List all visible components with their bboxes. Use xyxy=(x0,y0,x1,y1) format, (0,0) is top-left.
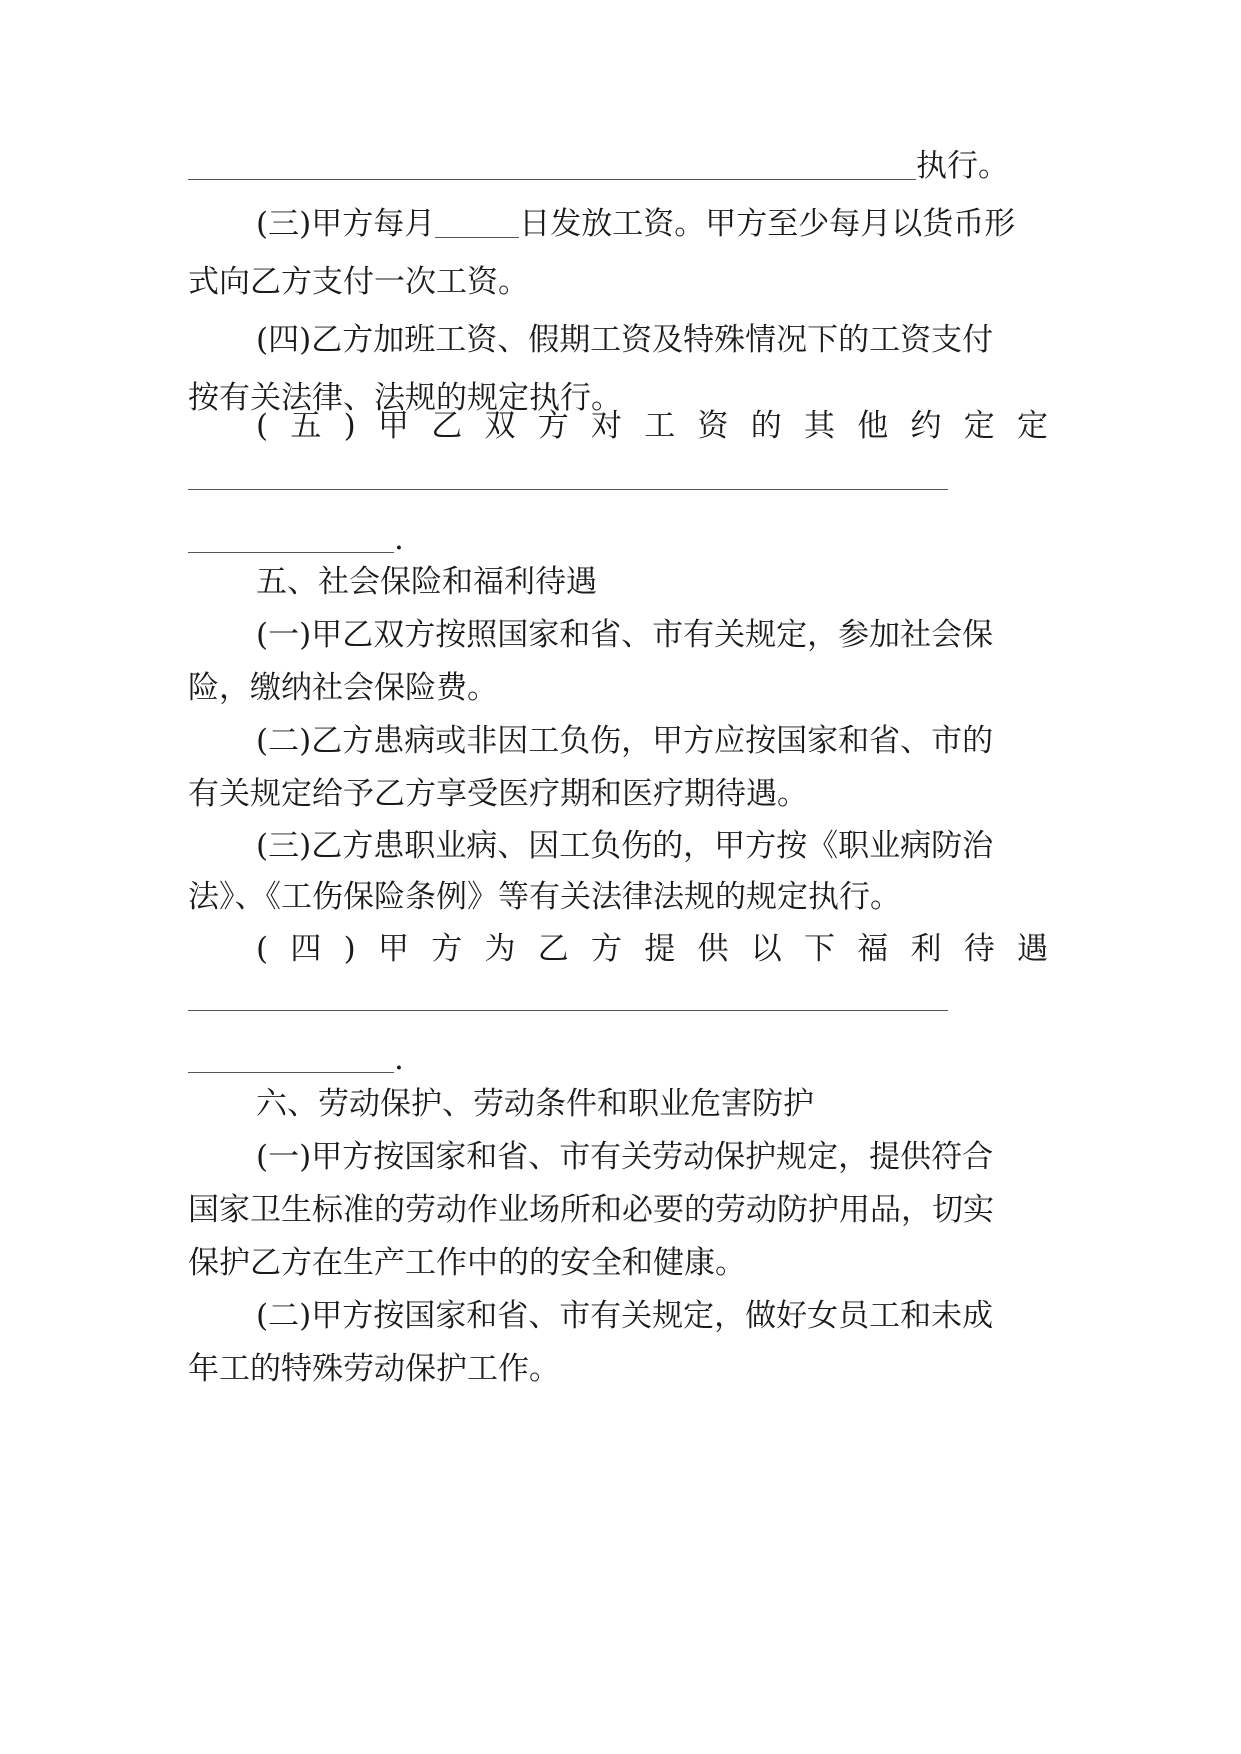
spread-char: 方 xyxy=(537,408,569,444)
spread-char: 待 xyxy=(963,931,995,967)
document-body xyxy=(188,0,1048,1754)
fill-blank xyxy=(188,149,916,180)
spread-char: 以 xyxy=(750,931,782,967)
spread-char: 其 xyxy=(803,408,835,444)
spread-char: 资 xyxy=(697,408,729,444)
spread-char: 利 xyxy=(910,931,942,967)
fill-blank xyxy=(188,1010,948,1011)
section-heading-5: 五、社会保险和福利待遇 xyxy=(256,564,597,600)
paragraph-line: 国家卫生标准的劳动作业场所和必要的劳动防护用品，切实 xyxy=(188,1192,994,1228)
spread-char: 的 xyxy=(750,408,782,444)
spread-char: 定 xyxy=(1016,408,1048,444)
spread-char: ) xyxy=(343,931,356,967)
spread-char: 提 xyxy=(644,931,676,967)
execution-line xyxy=(188,137,1009,195)
spread-char: 五 xyxy=(290,408,322,444)
spread-char: 四 xyxy=(290,931,322,967)
welfare-benefits-line xyxy=(256,920,1048,978)
paragraph-line: (四)乙方加班工资、假期工资及特殊情况下的工资支付 xyxy=(256,322,994,358)
paragraph-line: 有关规定给予乙方享受医疗期和医疗期待遇。 xyxy=(188,776,808,812)
spread-char: 甲 xyxy=(377,931,409,967)
line-text: . xyxy=(394,1041,404,1077)
spread-char: 乙 xyxy=(537,931,569,967)
spread-char: 遇 xyxy=(1016,931,1048,967)
spread-char: 工 xyxy=(644,408,676,444)
line-text: 日发放工资。甲方至少每月以货币形 xyxy=(519,206,1016,242)
spread-char: ( xyxy=(256,931,269,967)
paragraph-line: 年工的特殊劳动保护工作。 xyxy=(188,1351,560,1387)
payday-blank xyxy=(435,207,519,238)
paragraph-line: 保护乙方在生产工作中的的安全和健康。 xyxy=(188,1245,746,1281)
spread-char: 方 xyxy=(590,931,622,967)
spread-char: 乙 xyxy=(431,408,463,444)
paragraph-line: (二)甲方按国家和省、市有关规定，做好女员工和未成 xyxy=(256,1298,994,1334)
paragraph-line: 按有关法律、法规的规定执行。 xyxy=(188,380,622,416)
paragraph-line: (三)乙方患职业病、因工负伤的，甲方按《职业病防治 xyxy=(256,828,994,864)
fill-blank xyxy=(188,1042,394,1073)
fill-blank xyxy=(188,522,394,553)
paragraph-line: (一)甲乙双方按照国家和省、市有关规定，参加社会保 xyxy=(256,617,994,653)
paragraph-line: 式向乙方支付一次工资。 xyxy=(188,264,529,300)
line-text: . xyxy=(394,521,404,557)
spread-char: 福 xyxy=(857,931,889,967)
spread-char: 甲 xyxy=(377,408,409,444)
section-heading-6: 六、劳动保护、劳动条件和职业危害防护 xyxy=(256,1086,814,1122)
spread-char: 下 xyxy=(803,931,835,967)
fill-blank xyxy=(188,489,948,490)
spread-char: 双 xyxy=(484,408,516,444)
paragraph-line: (二)乙方患病或非因工负伤，甲方应按国家和省、市的 xyxy=(256,723,994,759)
spread-char: 约 xyxy=(910,408,942,444)
spread-char: 方 xyxy=(431,931,463,967)
spread-char: 对 xyxy=(590,408,622,444)
paragraph-line: 法》、《工伤保险条例》等有关法律法规的规定执行。 xyxy=(188,879,901,915)
spread-char: 为 xyxy=(484,931,516,967)
line-text: 执行。 xyxy=(916,148,1009,184)
paragraph-line: (一)甲方按国家和省、市有关劳动保护规定，提供符合 xyxy=(256,1139,994,1175)
paragraph-line: 险，缴纳社会保险费。 xyxy=(188,670,498,706)
wage-payday-line xyxy=(256,195,1015,253)
spread-char: 供 xyxy=(697,931,729,967)
other-wage-agreement-line xyxy=(256,397,1048,455)
spread-char: 定 xyxy=(963,408,995,444)
line-text: (三)甲方每月 xyxy=(256,206,436,242)
spread-char: 他 xyxy=(857,408,889,444)
spread-char: ) xyxy=(343,408,356,444)
spread-char: ( xyxy=(256,408,269,444)
